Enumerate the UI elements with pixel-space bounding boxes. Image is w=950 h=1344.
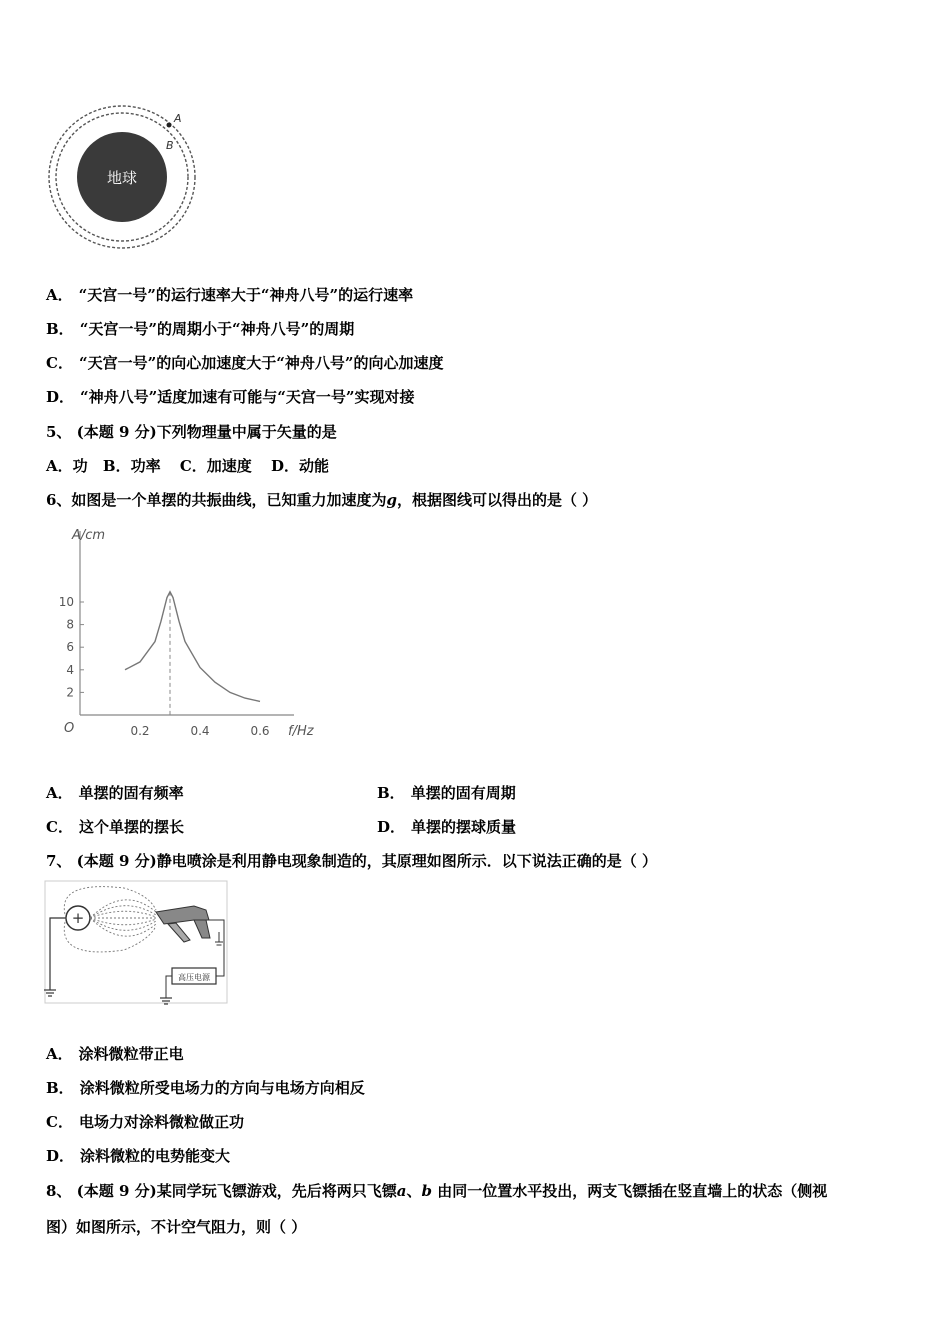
resonance-curve-line [125,592,260,702]
x-axis-label: f/Hz [288,724,314,739]
origin-label: O [64,721,75,736]
spray-gun-icon [156,906,210,942]
y-tick-label: 8 [66,617,74,632]
figure-frame [45,881,227,1003]
option-label: B． [46,320,74,338]
option-label: C． [46,354,73,372]
option-text: “天宫一号”的周期小于“神舟八号”的周期 [79,320,355,338]
earth-label: 地球 [106,169,138,187]
ground-symbol-left [44,990,56,996]
x-ticks [130,724,269,738]
option-text: “神舟八号”适度加速有可能与“天宫一号”实现对接 [80,388,415,406]
ground-symbol-gun [215,932,223,945]
q7-option-d: D． 涂料微粒的电势能变大 [46,1147,231,1165]
x-tick-label: 0.6 [250,724,270,738]
x-tick-label: 0.4 [190,724,210,738]
point-b-label: B [166,139,174,152]
q5-option-a: A．功 [46,457,88,475]
q7-option-b: B． 涂料微粒所受电场力的方向与电场方向相反 [46,1079,365,1097]
q6-option-c: C． 这个单摆的摆长 [46,818,184,836]
option-label: A． [46,286,73,304]
q5-option-c: C．加速度 [179,457,252,475]
q4-option-b [46,319,354,339]
ground-wire-left [50,918,66,990]
q7-stem: 7、 (本题 9 分)静电喷涂是利用静电现象制造的，其原理如图所示．以下说法正确的是（ ） [46,852,657,870]
plus-sign: + [71,909,85,927]
earth-orbit-figure [44,100,224,260]
point-a-label: A [174,112,182,125]
option-label: D． [46,388,75,406]
q5-option-d: D．动能 [271,457,330,475]
q4-option-a [46,285,413,305]
q6-stem: 6、如图是一个单摆的共振曲线，已知重力加速度为g，根据图线可以得出的是（ ） [46,491,598,509]
q6-option-d: D． 单摆的摆球质量 [377,818,517,836]
q7-option-c: C． 电场力对涂料微粒做正功 [46,1113,244,1131]
q6-option-a: A． 单摆的固有频率 [46,784,184,802]
y-tick-label: 2 [66,685,74,700]
y-tick-label: 10 [58,595,74,609]
x-tick-label: 0.2 [130,724,150,738]
q5-stem: 5、 (本题 9 分)下列物理量中属于矢量的是 [46,423,337,441]
q5-options [46,456,329,476]
resonance-curve-chart [44,525,334,745]
q6-option-b: B． 单摆的固有周期 [377,784,516,802]
power-supply-label: 高压电源 [178,973,210,982]
y-tick-label: 4 [66,662,74,677]
electrostatic-spray-figure [44,880,234,1015]
q5-option-b: B．功率 [102,457,161,475]
q7-option-a: A． 涂料微粒带正电 [46,1045,184,1063]
q8-stem-line2: 图）如图所示，不计空气阻力，则（ ） [46,1218,307,1236]
y-tick-label: 6 [66,640,74,655]
q8-stem-line1: 8、 (本题 9 分)某同学玩飞镖游戏，先后将两只飞镖a、b 由同一位置水平投出，两支飞镖插在竖直墙上的状态（侧视 [46,1182,828,1200]
q4-option-c [46,353,443,373]
point-a-dot [167,123,172,128]
option-text: “天宫一号”的向心加速度大于“神舟八号”的向心加速度 [78,354,444,372]
wire-supply-ground [166,976,172,998]
y-axis-label: A/cm [72,528,106,543]
option-text: “天宫一号”的运行速率大于“神舟八号”的运行速率 [78,286,414,304]
q4-option-d [46,387,415,407]
